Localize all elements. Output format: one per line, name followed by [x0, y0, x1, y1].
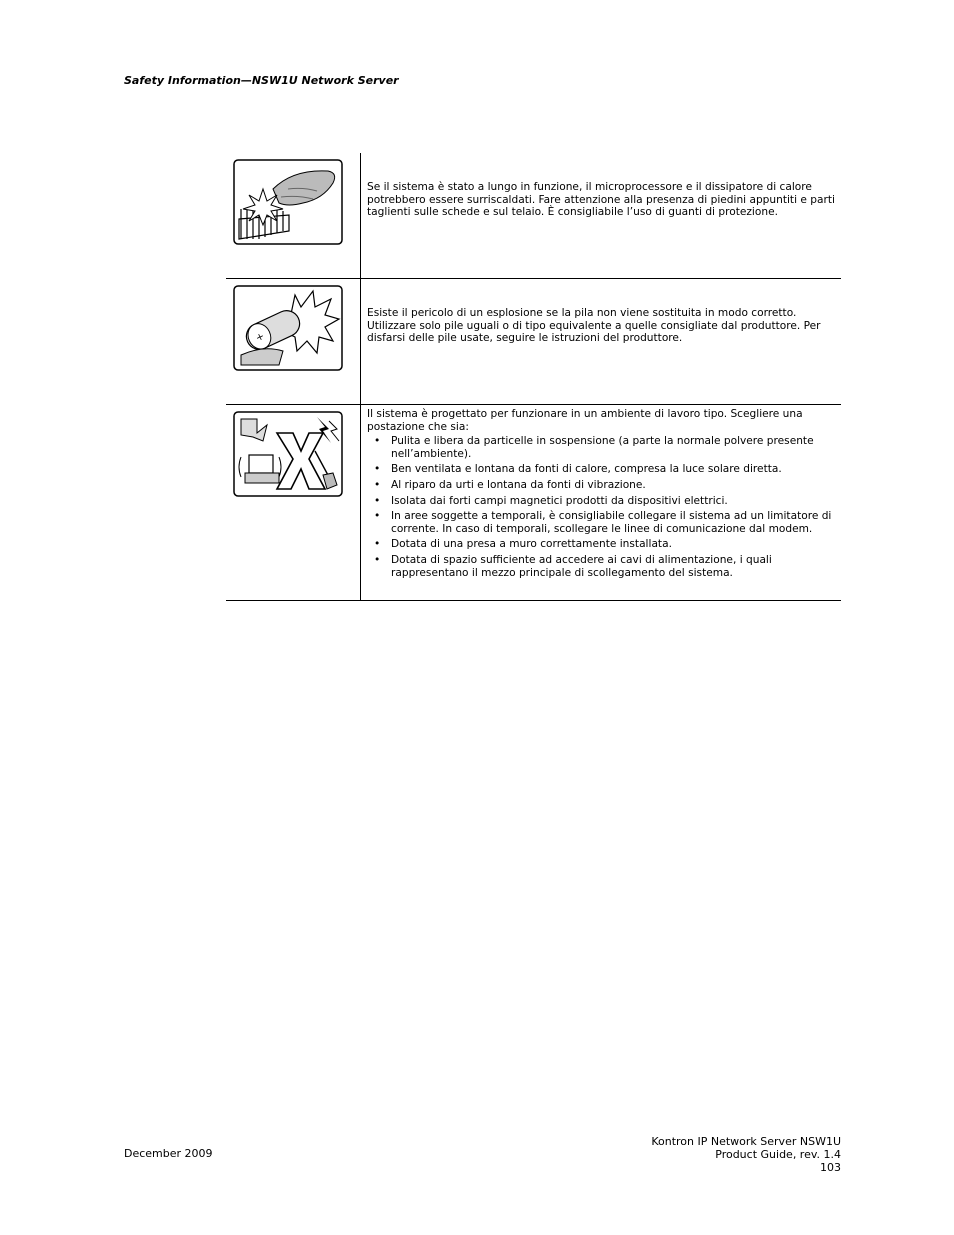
- environment-warning-icon: [233, 411, 343, 497]
- list-item: • In aree soggette a temporali, è consigliabile collegare il sistema ad un limitatore di corrente. In caso di temporali, scollegare le linee di comunicazione dal modem.: [391, 510, 837, 535]
- list-item: • Dotata di una presa a muro correttamente installata.: [391, 538, 837, 551]
- conditions-list: [367, 435, 837, 579]
- list-item: • Dotata di spazio sufficiente ad accedere ai cavi di alimentazione, i quali rappresentano il mezzo principale di scollegamento del sistema.: [391, 554, 837, 579]
- table-row: [226, 279, 841, 405]
- hot-heatsink-icon: [233, 159, 343, 245]
- safety-warnings-table: [226, 153, 841, 601]
- battery-explosion-icon: [233, 285, 343, 371]
- icon-cell: [226, 279, 361, 405]
- svg-text:+: +: [254, 330, 267, 345]
- page-number: 103: [820, 1161, 841, 1174]
- list-item: • Isolata dai forti campi magnetici prodotti da dispositivi elettrici.: [391, 495, 837, 508]
- list-item: • Al riparo da urti e lontana da fonti di vibrazione.: [391, 479, 837, 492]
- environment-intro: Il sistema è progettato per funzionare in un ambiente di lavoro tipo. Scegliere una postazione che sia:: [367, 408, 803, 433]
- warning-text: Se il sistema è stato a lungo in funzione, il microprocessore e il dissipatore di calore potrebbero essere surriscaldati. Fare attenzione alla presenza di piedini appuntiti e parti taglienti sulle schede e sul telaio. È consigliabile l’uso di guanti di protezione.: [361, 153, 842, 279]
- running-header: Safety Information—NSW1U Network Server: [124, 74, 399, 87]
- footer-product: Kontron IP Network Server NSW1U: [651, 1135, 841, 1148]
- table-row: [226, 405, 841, 601]
- footer-guide: Product Guide, rev. 1.4: [715, 1148, 841, 1161]
- icon-cell: [226, 405, 361, 601]
- footer-date: December 2009: [124, 1147, 213, 1160]
- footer-product-info: [651, 1135, 841, 1174]
- warning-text: Esiste il pericolo di un esplosione se la pila non viene sostituita in modo corretto. Utilizzare solo pile uguali o di tipo equivalente a quelle consigliate dal produttore. Per disfarsi delle pile usate, seguire le istruzioni del produttore.: [361, 279, 842, 405]
- list-item: • Ben ventilata e lontana da fonti di calore, compresa la luce solare diretta.: [391, 463, 837, 476]
- icon-cell: [226, 153, 361, 279]
- environment-requirements: [361, 405, 842, 601]
- list-item: • Pulita e libera da particelle in sospensione (a parte la normale polvere presente nell’ambiente).: [391, 435, 837, 460]
- table-row: [226, 153, 841, 279]
